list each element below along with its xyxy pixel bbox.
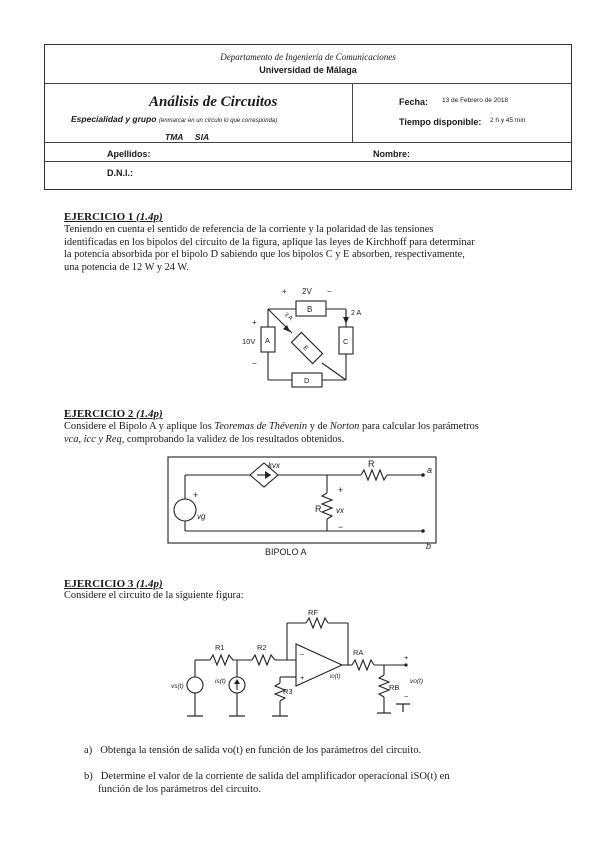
question-b: b) Determine el valor de la corriente de salida del amplificador operacional iSO(t) en función de los parámetros del circuito. <box>84 771 450 795</box>
ra-label: RA <box>353 648 364 657</box>
circuit-2-diagram <box>165 455 445 559</box>
department-name: Departamento de Ingeniería de Comunicaciones <box>220 52 396 62</box>
date-label: Fecha: <box>399 97 429 107</box>
resistor-mid-label: R <box>315 504 322 514</box>
circuit-1-diagram <box>230 282 380 394</box>
specialty-label: Especialidad y grupo (enmarcar en un círculo lo que corresponda) <box>71 114 278 124</box>
e-current: 3 A <box>282 311 294 323</box>
vo-plus: + <box>404 653 409 662</box>
specialty-hint: (enmarcar en un círculo lo que corresponda) <box>158 118 278 124</box>
resistor-top-label: R <box>368 459 375 469</box>
opamp-minus: − <box>300 650 305 659</box>
dep-source-arrow <box>265 471 271 479</box>
time-value: 2 h y 45 min <box>490 117 526 124</box>
is-label: is(t) <box>215 678 226 685</box>
node-a-label: a <box>427 465 433 475</box>
vx-label: vx <box>336 506 344 515</box>
exercise-2-statement: Considere el Bipolo A y aplique los Teoremas de Thévenin y de Norton para calcular los parámetros vca, icc y Req, comprobando la validez de los resultados obtenidos. <box>64 421 479 445</box>
b-minus: − <box>327 287 332 296</box>
b-voltage: 2V <box>302 287 312 296</box>
bipole-b: B <box>307 305 313 314</box>
source-plus: + <box>193 490 199 500</box>
rb-label: RB <box>389 683 400 692</box>
exercise-3-title: EJERCICIO 3 (1.4p) <box>64 578 163 590</box>
r3-label: R3 <box>283 687 293 696</box>
current-arrow-e <box>283 325 290 332</box>
question-a: a) Obtenga la tensión de salida vo(t) en función de los parámetros del circuito. <box>84 745 422 756</box>
vo-label: vo(t) <box>410 678 423 685</box>
surname-field[interactable]: Apellidos: <box>107 149 151 159</box>
vx-minus: − <box>338 522 344 532</box>
bipole-e: E <box>301 344 310 353</box>
r2-label: R2 <box>257 643 267 652</box>
a-minus: − <box>252 359 257 368</box>
current-source-arrow <box>234 679 240 684</box>
vx-plus: + <box>338 485 344 495</box>
exercise-1-statement: Teniendo en cuenta el sentido de referencia de la corriente y la polaridad de las tensiones identificadas en los bipolos del circuito de la figura, aplique las leyes de Kirchhoff para determinar la potencia absorbida por el bipolo D sabiendo que los bipolos C y E absorben, respectivamente, una potencia de 12 W y 24 W. <box>64 224 475 273</box>
specialty-options <box>165 132 209 142</box>
opamp-plus: + <box>300 673 305 682</box>
course-title: Análisis de Circuitos <box>149 94 278 110</box>
exercise-3-intro: Considere el circuito de la siguiente figura: <box>64 590 244 601</box>
vo-minus: − <box>404 692 409 701</box>
exercise-1-title: EJERCICIO 1 (1.4p) <box>64 211 163 223</box>
rf-label: RF <box>308 608 318 617</box>
exam-header <box>44 44 572 190</box>
r1-label: R1 <box>215 643 225 652</box>
dni-field[interactable]: D.N.I.: <box>107 168 133 178</box>
circuit-3-diagram <box>170 603 440 719</box>
option-tma[interactable]: TMA <box>165 132 184 142</box>
bipole-d: D <box>304 376 310 385</box>
a-voltage: 10V <box>242 337 256 346</box>
name-field[interactable]: Nombre: <box>373 149 411 159</box>
dep-source-label: kvx <box>268 461 280 470</box>
vs-label: vs(t) <box>171 683 184 690</box>
c-current: 2 A <box>351 310 362 317</box>
option-sia[interactable]: SIA <box>194 132 210 142</box>
bipole-a: A <box>265 336 271 345</box>
exercise-2-title: EJERCICIO 2 (1.4p) <box>64 408 163 420</box>
a-plus: + <box>252 318 257 327</box>
bipole-caption: BIPOLO A <box>265 547 307 557</box>
time-label: Tiempo disponible: <box>399 117 482 127</box>
node-b-label: b <box>426 541 432 551</box>
terminal-b[interactable] <box>421 529 425 533</box>
b-plus: + <box>282 287 287 296</box>
terminal-a[interactable] <box>421 473 425 477</box>
io-label: io(t) <box>330 674 341 680</box>
university-name: Universidad de Málaga <box>259 65 357 75</box>
source-label: vg <box>197 512 206 521</box>
bipole-c: C <box>343 337 349 346</box>
date-value: 13 de Febrero de 2018 <box>442 97 509 104</box>
output-terminal[interactable] <box>404 663 407 666</box>
